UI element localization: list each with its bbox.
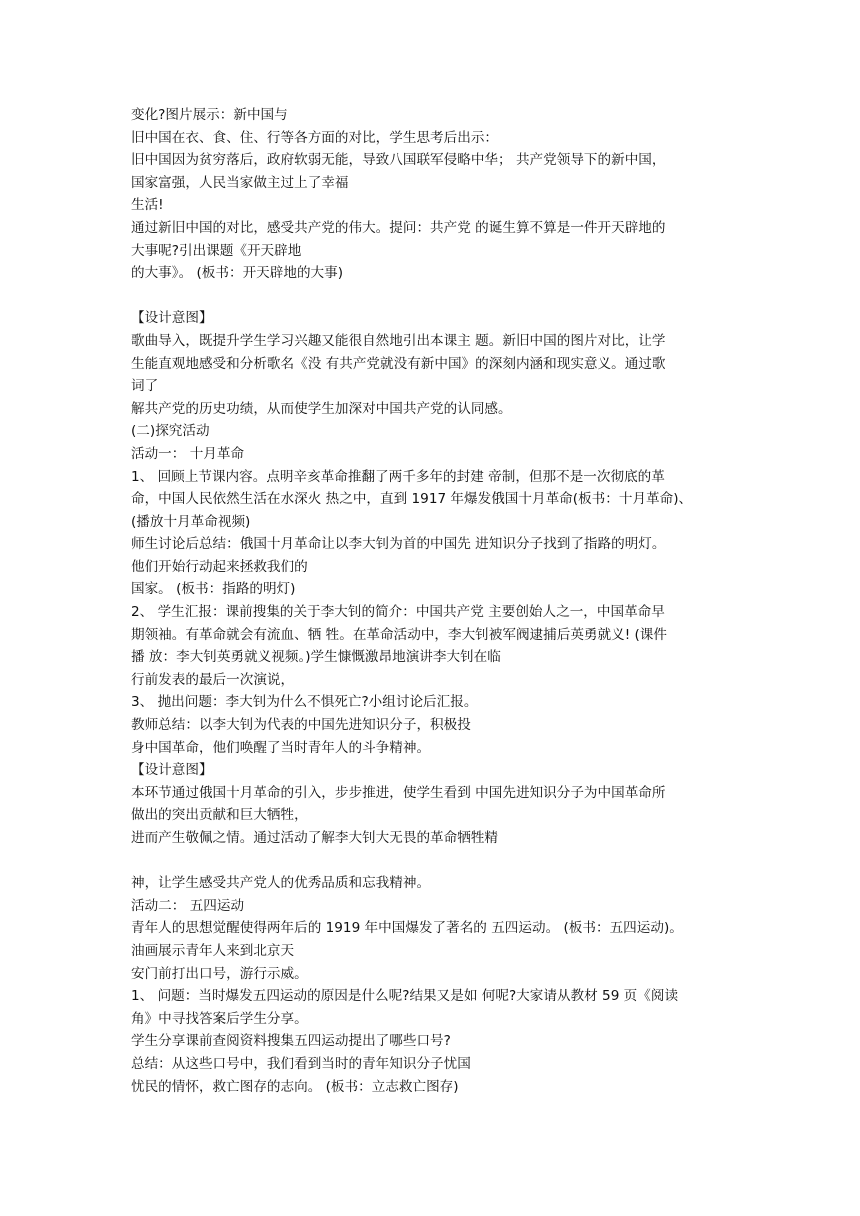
- text-line: 词了: [131, 378, 159, 395]
- text-line: 总结：从这些口号中，我们看到当时的青年知识分子忧国: [131, 1055, 471, 1072]
- text-line: 3、 抛出问题：李大钊为什么不惧死亡?小组讨论后汇报。: [131, 694, 478, 711]
- text-line: 生活!: [131, 197, 164, 214]
- text-line: 教师总结：以李大钊为代表的中国先进知识分子，积极投: [131, 717, 471, 734]
- text-line: 油画展示青年人来到北京天: [131, 942, 295, 959]
- text-line: 解共产党的历史功绩，从而使学生加深对中国共产党的认同感。: [131, 400, 512, 417]
- text-line: 学生分享课前查阅资料搜集五四运动提出了哪些口号?: [131, 1033, 451, 1050]
- text-line: 他们开始行动起来拯救我们的: [131, 558, 308, 575]
- text-line: 忧民的情怀，救亡图存的志向。 (板书：立志救亡图存): [131, 1078, 459, 1095]
- text-line: 本环节通过俄国十月革命的引入，步步推进，使学生看到 中国先进知识分子为中国革命所: [131, 784, 666, 801]
- text-line: 青年人的思想觉醒使得两年后的 1919 年中国爆发了著名的 五四运动。 (板书：五四运动)。: [131, 920, 683, 937]
- text-line: 大事呢?引出课题《开天辟地: [131, 242, 302, 259]
- paragraph-gap: [131, 850, 731, 873]
- document-body: [131, 104, 731, 1098]
- paragraph-gap: [131, 285, 731, 308]
- text-line: 安门前打出口号，游行示威。: [131, 965, 308, 982]
- text-line: 期领袖。有革命就会有流血、牺 牲。在革命活动中，李大钊被军阀逮捕后英勇就义! (课件: [131, 626, 667, 643]
- text-line: (播放十月革命视频): [131, 513, 251, 530]
- text-line: 国家富强，人民当家做主过上了幸福: [131, 174, 349, 191]
- text-line: 生能直观地感受和分析歌名《没 有共产党就没有新中国》的深刻内涵和现实意义。通过歌: [131, 355, 666, 372]
- text-line: 行前发表的最后一次演说，: [131, 671, 295, 688]
- text-line: 做出的突出贡献和巨大牺牲，: [131, 807, 308, 824]
- section-heading: (二)探究活动: [131, 423, 210, 440]
- text-line: 歌曲导入，既提升学生学习兴趣又能很自然地引出本课主 题。新旧中国的图片对比，让学: [131, 332, 666, 349]
- section-heading: 【设计意图】: [131, 310, 213, 327]
- text-line: 身中国革命，他们唤醒了当时青年人的斗争精神。: [131, 739, 431, 756]
- text-line: 角》中寻找答案后学生分享。: [131, 1010, 308, 1027]
- text-line: 1、 问题：当时爆发五四运动的原因是什么呢?结果又是如 何呢?大家请从教材 59 页《阅读: [131, 988, 679, 1005]
- text-line: 国家。 (板书：指路的明灯): [131, 581, 296, 598]
- text-line: 旧中国在衣、食、住、行等各方面的对比，学生思考后出示：: [131, 129, 499, 146]
- text-line: 进而产生敬佩之情。通过活动了解李大钊大无畏的革命牺牲精: [131, 830, 499, 846]
- activity-heading: 活动一： 十月革命: [131, 445, 245, 462]
- text-line: 旧中国因为贫穷落后，政府软弱无能，导致八国联军侵略中华； 共产党领导下的新中国，: [131, 152, 666, 169]
- text-line: 播 放：李大钊英勇就义视频。)学生慷慨激昂地演讲李大钊在临: [131, 649, 501, 666]
- text-line: 通过新旧中国的对比，感受共产党的伟大。提问：共产党 的诞生算不算是一件开天辟地的: [131, 219, 666, 236]
- text-line: 的大事》。 (板书：开天辟地的大事): [131, 265, 344, 282]
- text-line: 2、 学生汇报：课前搜集的关于李大钊的简介：中国共产党 主要创始人之一，中国革命早: [131, 604, 665, 621]
- activity-heading: 活动二： 五四运动: [131, 897, 245, 914]
- text-line: 神，让学生感受共产党人的优秀品质和忘我精神。: [131, 875, 431, 892]
- section-heading: 【设计意图】: [131, 762, 213, 779]
- text-line: 师生讨论后总结：俄国十月革命让以李大钊为首的中国先 进知识分子找到了指路的明灯。: [131, 536, 666, 553]
- text-line: 命，中国人民依然生活在水深火 热之中，直到 1917 年爆发俄国十月革命(板书：十月革命)、: [131, 491, 693, 508]
- text-line: 1、 回顾上节课内容。点明辛亥革命推翻了两千多年的封建 帝制，但那不是一次彻底的革: [131, 468, 665, 485]
- text-line: 变化?图片展示：新中国与: [131, 107, 288, 123]
